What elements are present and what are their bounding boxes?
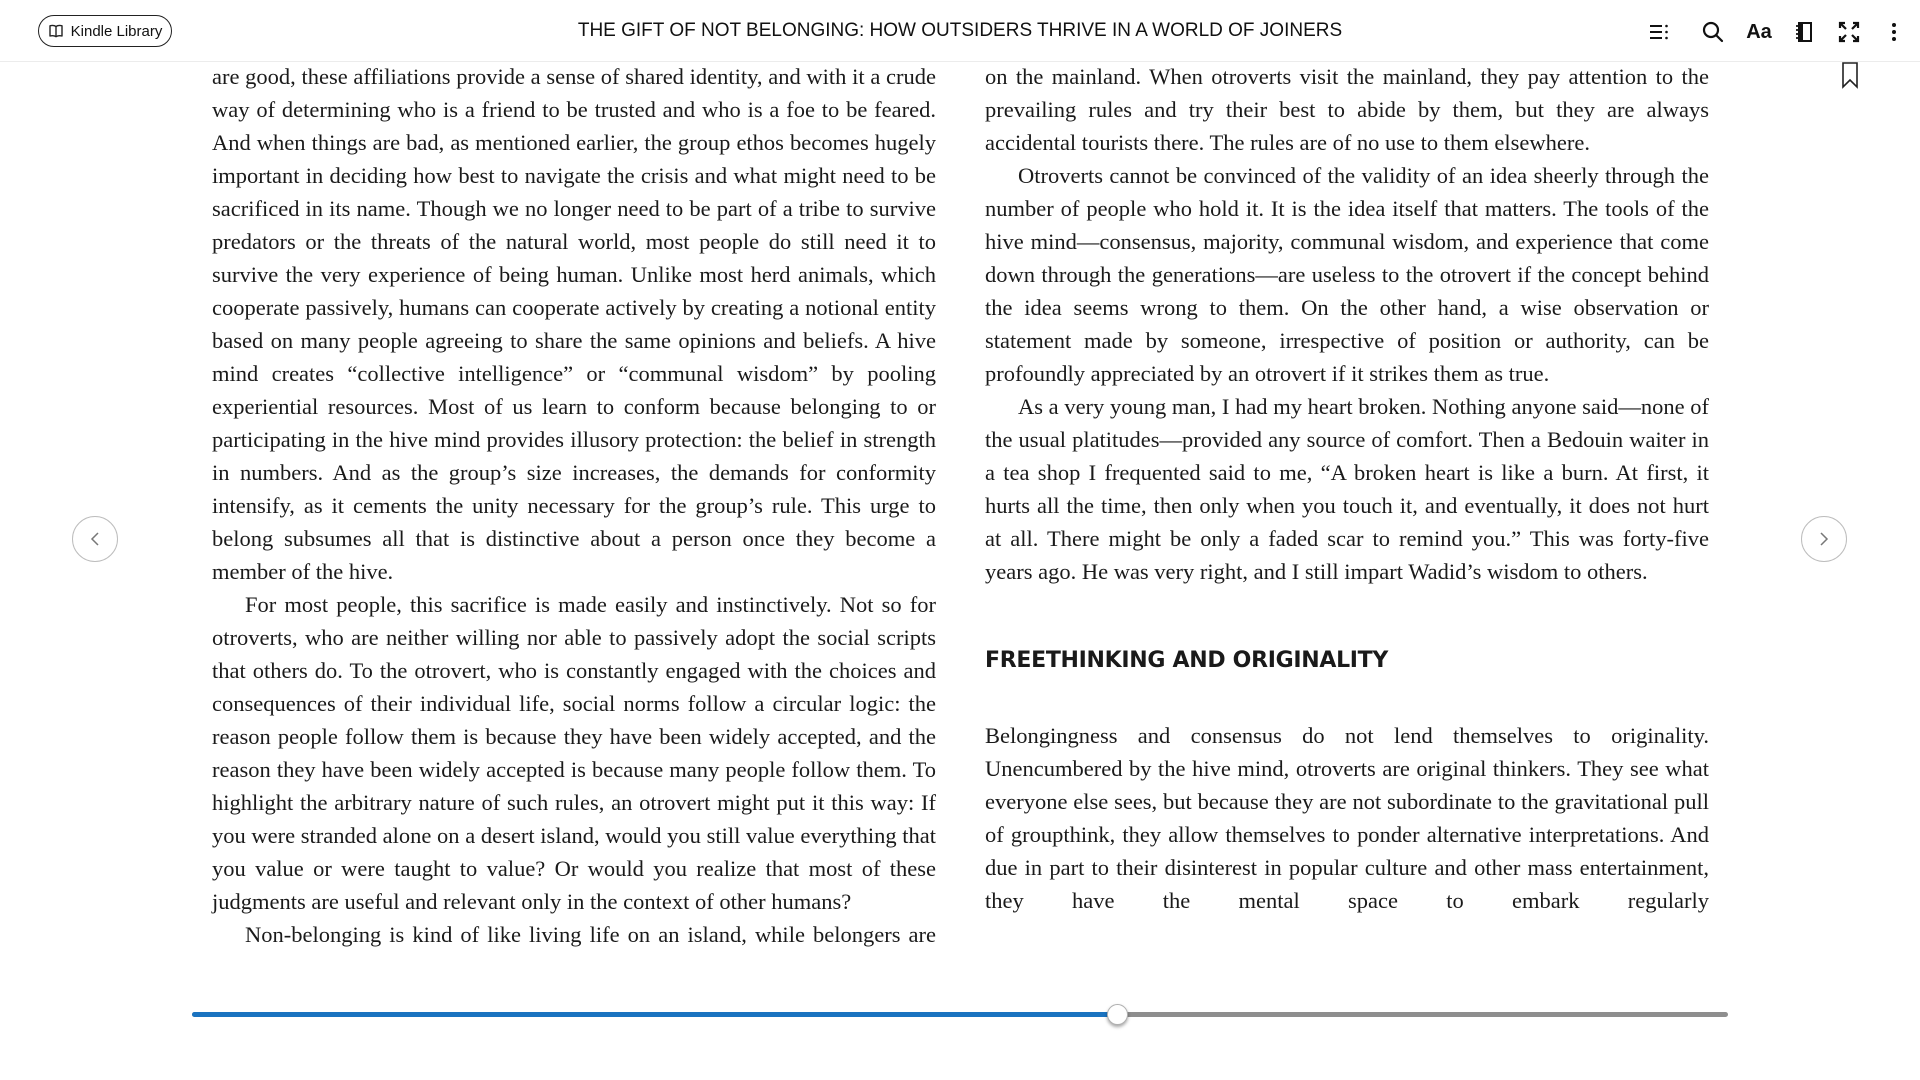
font-settings-button[interactable] (1745, 18, 1773, 46)
chevron-right-icon (1816, 531, 1832, 547)
paragraph: As a very young man, I had my heart broken. Nothing anyone said—none of the usual platitudes—provided any source of comfort. Then a Bedouin waiter in a tea shop I frequented said to me, “A broken heart is like a burn. At first, it hurts all the time, then only when you touch it, and eventually, it does not hurt at all. There might be only a faded scar to remind you.” This was forty-five years ago. He was very right, and I still impart Wadid’s wisdom to others. (985, 394, 1709, 584)
book-title: THE GIFT OF NOT BELONGING: HOW OUTSIDERS THRIVE IN A WORLD OF JOINERS (577, 20, 1343, 41)
paragraph: are good, these affiliations provide a sense of shared identity, and with it a crude way of determining who is a friend to be trusted and who is a foe to be feared. And when things are bad, as mentioned earlier, the group ethos becomes hugely important in deciding how best to navigate the crisis and what might need to be sacrificed in its name. Though we no longer need to be part of a tribe to survive predators or the threats of the natural world, most people do still need it to survive the very experience of being human. Unlike most herd animals, which cooperate passively, humans can cooperate actively by creating a notional entity based on many people agreeing to share the same opinions and beliefs. A hive mind creates “collective intelligence” or “communal wisdom” by pooling experiential resources. Most of us learn to conform because belonging to or participating in the hive mind provides illusory protection: the belief in strength in numbers. And as the group’s size increases, the demands for conformity intensify, as it cements the unity necessary for the group’s rule. This urge to belong subsumes all that is distinctive about a person once they become a member of the hive. (212, 64, 936, 584)
search-button[interactable] (1699, 18, 1727, 46)
reader-header (0, 0, 1920, 62)
table-of-contents-button[interactable] (1645, 18, 1673, 46)
left-page-column (212, 60, 936, 951)
fullscreen-button[interactable] (1835, 18, 1863, 46)
kindle-library-label: Kindle Library (70, 22, 163, 40)
search-icon (1701, 20, 1725, 44)
section-heading: FREETHINKING AND ORIGINALITY (985, 648, 1389, 673)
notebook-button[interactable] (1790, 18, 1818, 46)
notebook-icon (1792, 20, 1816, 44)
vertical-dots-icon (1882, 20, 1906, 44)
font-settings-icon: Aa (1746, 20, 1772, 43)
list-icon (1647, 20, 1671, 44)
paragraph: Non-belonging is kind of like living life on an island, while belongers are (245, 922, 936, 947)
bookmark-button[interactable] (1840, 61, 1860, 89)
paragraph: on the mainland. When otroverts visit the mainland, they pay attention to the prevailing rules and try their best to abide by them, but they are always accidental tourists there. The rules are of no use to them elsewhere. (985, 64, 1709, 155)
bookmark-icon (1840, 61, 1860, 89)
previous-page-button[interactable] (72, 516, 118, 562)
progress-knob[interactable] (1107, 1004, 1128, 1025)
expand-icon (1837, 20, 1861, 44)
progress-fill (192, 1012, 1117, 1017)
right-page-column (985, 60, 1709, 917)
paragraph: Belongingness and consensus do not lend themselves to originality. Unencumbered by the hive mind, otroverts are original thinkers. They see what everyone else sees, but because they are not subordinate to the gravitational pull of groupthink, they allow themselves to ponder alternative interpretations. And due in part to their disinterest in popular culture and other mass entertainment, they have the mental space to embark regularly (985, 723, 1709, 913)
more-options-button[interactable] (1880, 18, 1908, 46)
next-page-button[interactable] (1801, 516, 1847, 562)
chevron-left-icon (87, 531, 103, 547)
paragraph: For most people, this sacrifice is made easily and instinctively. Not so for otroverts, who are neither willing nor able to passively adopt the social scripts that others do. To the otrovert, who is constantly engaged with the choices and consequences of their individual life, social norms follow a circular logic: the reason people follow them is because they have been widely accepted, and the reason they have been widely accepted is because many people follow them. To highlight the arbitrary nature of such rules, an otrovert might put it this way: If you were stranded alone on a desert island, would you still value everything that you value or were taught to value? Or would you realize that most of these judgments are useful and relevant only in the context of other humans? (212, 592, 936, 914)
reading-progress-slider[interactable] (192, 1012, 1728, 1017)
paragraph: Otroverts cannot be convinced of the validity of an idea sheerly through the number of people who hold it. It is the idea itself that matters. The tools of the hive mind—consensus, majority, communal wisdom, and experience that come down through the generations—are useless to the otrovert if the concept behind the idea seems wrong to them. On the other hand, a wise observation or statement made by someone, irrespective of position or authority, can be profoundly appreciated by an otrovert if it strikes them as true. (985, 163, 1709, 386)
